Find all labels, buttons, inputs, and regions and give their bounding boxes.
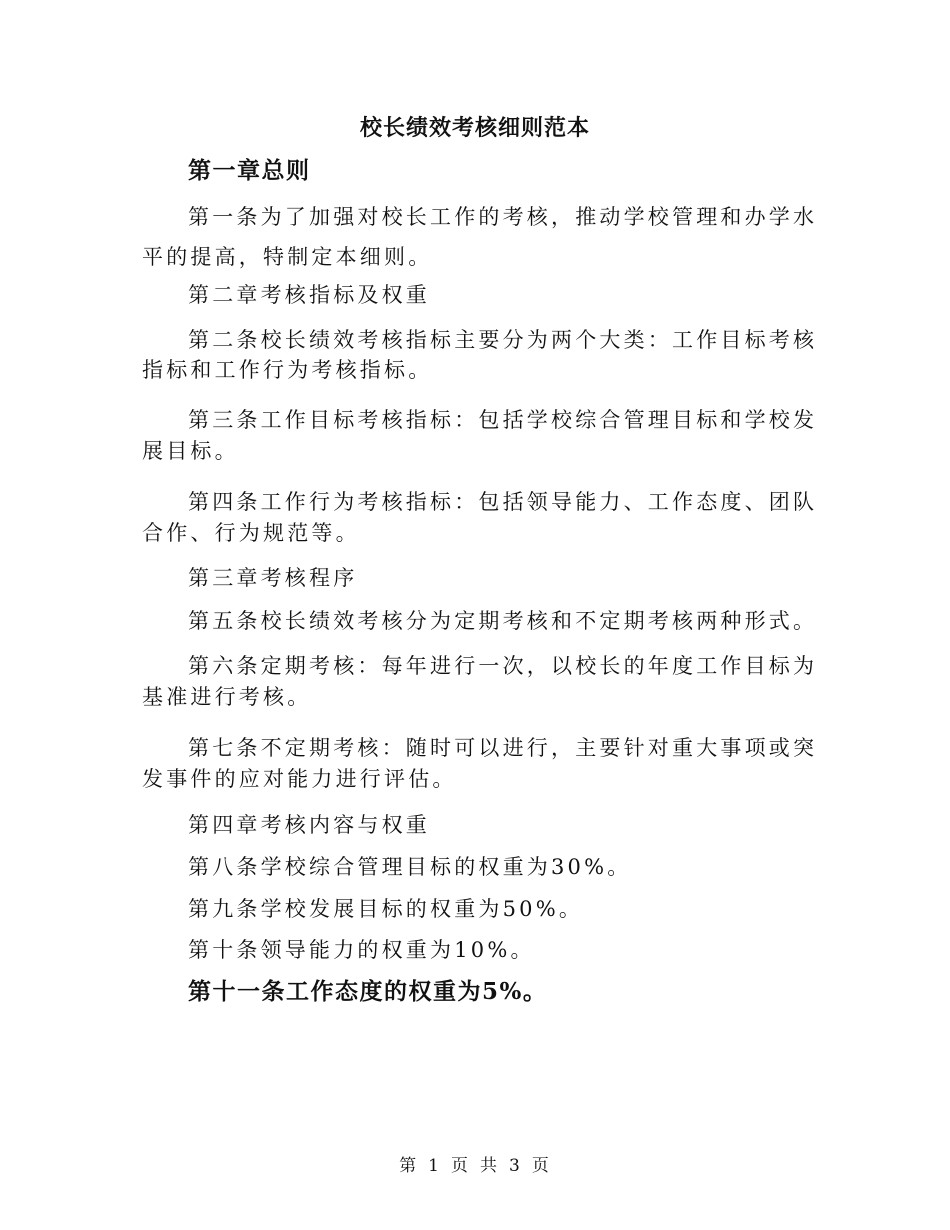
page-footer [0,1154,950,1178]
paragraph-line: 基准进行考核。 [142,685,312,709]
paragraph-line: 第六条定期考核：每年进行一次，以校长的年度工作目标为 [188,654,818,678]
paragraph-line: 第八条学校综合管理目标的权重为30%。 [188,855,632,879]
paragraph-line: 第一条为了加强对校长工作的考核，推动学校管理和办学水 [188,205,818,229]
chapter-heading-1: 第一章总则 [188,157,311,184]
footer-current-page: 1 [428,1156,441,1176]
paragraph-line-bold: 第十一条工作态度的权重为5%。 [188,978,548,1005]
chapter-heading-3: 第三章考核程序 [188,566,358,590]
paragraph-line: 第七条不定期考核：随时可以进行，主要针对重大事项或突 [188,736,818,760]
paragraph-line: 第十条领导能力的权重为10%。 [188,938,535,962]
footer-total-label: 共 [480,1156,499,1176]
paragraph-line: 第四条工作行为考核指标：包括领导能力、工作态度、团队 [188,490,818,514]
footer-total-pages: 3 [509,1156,522,1176]
document-title: 校长绩效考核细则范本 [359,115,590,141]
footer-page-label: 页 [451,1156,470,1176]
chapter-heading-4: 第四章考核内容与权重 [188,813,430,837]
footer-prefix: 第 [399,1156,419,1176]
paragraph-line: 第五条校长绩效考核分为定期考核和不定期考核两种形式。 [188,609,818,633]
paragraph-line: 展目标。 [142,439,239,463]
footer-suffix: 页 [531,1156,551,1176]
paragraph-line: 发事件的应对能力进行评估。 [142,767,457,791]
chapter-heading-2: 第二章考核指标及权重 [188,283,430,307]
paragraph-line: 第二条校长绩效考核指标主要分为两个大类：工作目标考核 [188,328,818,352]
paragraph-line: 第三条工作目标考核指标：包括学校综合管理目标和学校发 [188,408,818,432]
paragraph-line: 平的提高，特制定本细则。 [142,245,433,269]
paragraph-line: 第九条学校发展目标的权重为50%。 [188,897,584,921]
paragraph-line: 指标和工作行为考核指标。 [142,358,433,382]
paragraph-line: 合作、行为规范等。 [142,521,360,545]
